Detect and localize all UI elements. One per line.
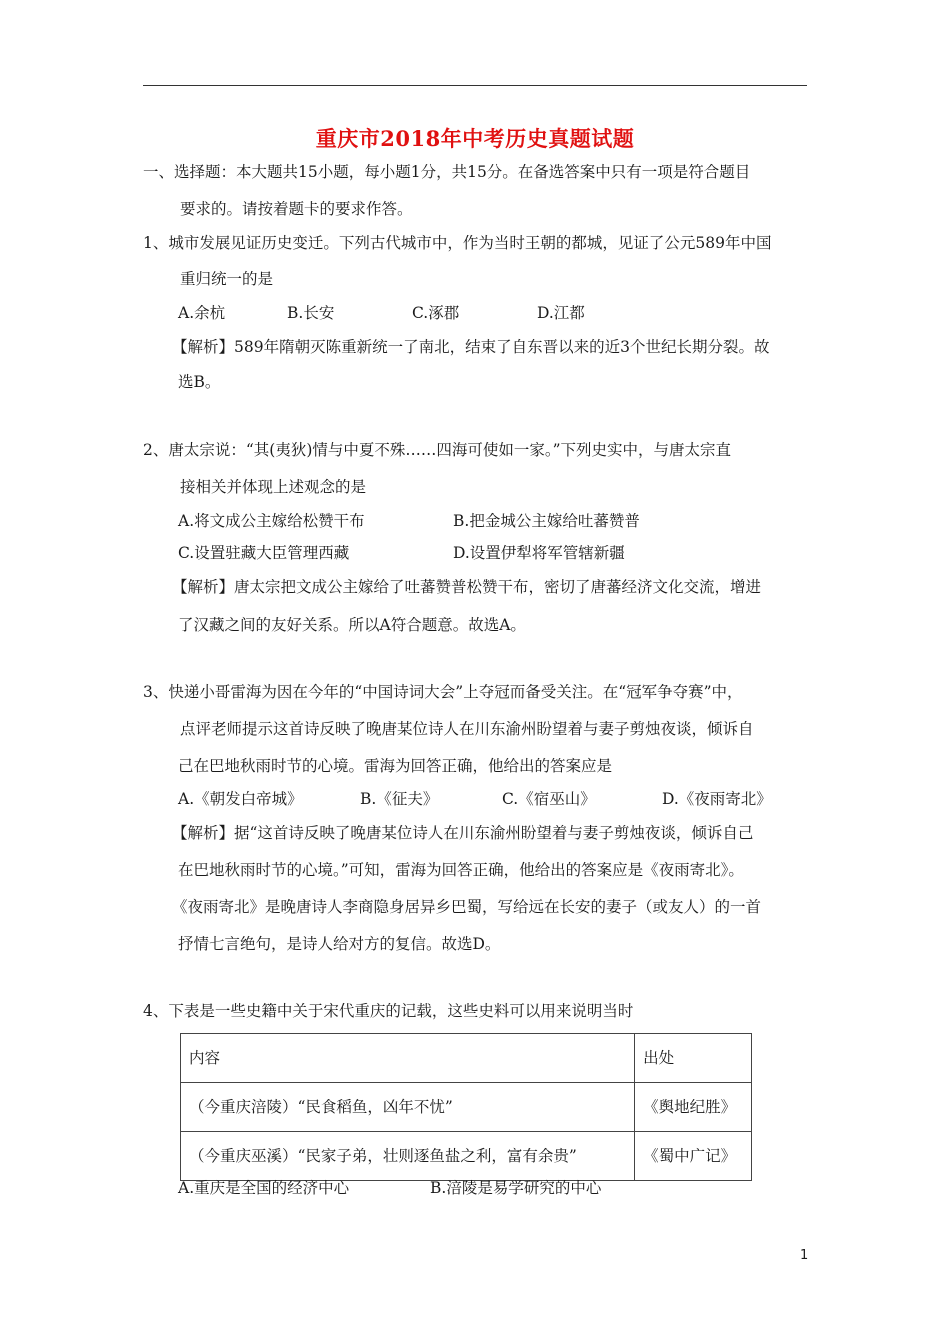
table-cell-content: （今重庆涪陵）“民食稻鱼，凶年不忧” (181, 1083, 635, 1132)
section-intro-line-2: 要求的。请按着题卡的要求作答。 (180, 200, 413, 218)
table-cell-source: 《蜀中广记》 (635, 1132, 752, 1181)
q3-option-d: D.《夜雨寄北》 (662, 790, 772, 808)
q3-option-c: C.《宿巫山》 (502, 790, 596, 808)
q2-option-b: B.把金城公主嫁给吐蕃赞普 (453, 512, 640, 530)
q1-stem-line-2: 重归统一的是 (180, 270, 274, 288)
q1-option-a: A.余杭 (178, 304, 226, 322)
table-header-source: 出处 (635, 1034, 752, 1083)
header-rule (143, 85, 807, 86)
q2-option-a: A.将文成公主嫁给松赞干布 (178, 512, 365, 530)
q3-analysis-line-4: 抒情七言绝句，是诗人给对方的复信。故选D。 (178, 935, 501, 953)
table-cell-source: 《舆地纪胜》 (635, 1083, 752, 1132)
q3-analysis-line-2: 在巴地秋雨时节的心境。”可知，雷海为回答正确，他给出的答案应是《夜雨寄北》。 (178, 861, 744, 879)
q1-stem-line-1: 1、城市发展见证历史变迁。下列古代城市中，作为当时王朝的都城，见证了公元589年中国 (143, 234, 772, 252)
q1-option-d: D.江都 (537, 304, 585, 322)
q2-analysis-line-2: 了汉藏之间的友好关系。所以A符合题意。故选A。 (178, 616, 526, 634)
table-header-content: 内容 (181, 1034, 635, 1083)
q3-analysis-line-3: 《夜雨寄北》是晚唐诗人李商隐身居异乡巴蜀，写给远在长安的妻子（或友人）的一首 (172, 898, 762, 916)
q4-option-b: B.涪陵是易学研究的中心 (430, 1179, 602, 1197)
table-row (181, 1083, 752, 1132)
table-cell-content: （今重庆巫溪）“民家子弟，壮则逐鱼盐之利，富有余贵” (181, 1132, 635, 1181)
table-header-row (181, 1034, 752, 1083)
page-title: 重庆市2018年中考历史真题试题 (315, 126, 635, 151)
q2-option-d: D.设置伊犁将军管辖新疆 (453, 544, 625, 562)
q1-analysis-line-2: 选B。 (178, 373, 221, 391)
q2-stem-line-2: 接相关并体现上述观念的是 (180, 478, 367, 496)
q3-stem-line-1: 3、快递小哥雷海为因在今年的“中国诗词大会”上夺冠而备受关注。在“冠军争夺赛”中， (143, 683, 743, 701)
q1-option-c: C.涿郡 (412, 304, 460, 322)
page-number: 1 (800, 1248, 809, 1263)
q2-option-c: C.设置驻藏大臣管理西藏 (178, 544, 350, 562)
q4-option-a: A.重庆是全国的经济中心 (178, 1179, 350, 1197)
q4-stem-line-1: 4、下表是一些史籍中关于宋代重庆的记载，这些史料可以用来说明当时 (143, 1002, 634, 1020)
q3-stem-line-3: 己在巴地秋雨时节的心境。雷海为回答正确，他给出的答案应是 (178, 757, 613, 775)
q3-analysis-line-1: 【解析】据“这首诗反映了晚唐某位诗人在川东渝州盼望着与妻子剪烛夜谈，倾诉自己 (172, 824, 754, 842)
q2-analysis-line-1: 【解析】唐太宗把文成公主嫁给了吐蕃赞普松赞干布，密切了唐蕃经济文化交流，增进 (172, 578, 762, 596)
q3-stem-line-2: 点评老师提示这首诗反映了晚唐某位诗人在川东渝州盼望着与妻子剪烛夜谈，倾诉自 (180, 720, 754, 738)
source-table (180, 1033, 752, 1181)
q2-stem-line-1: 2、唐太宗说：“其(夷狄)情与中夏不殊……四海可使如一家。”下列史实中，与唐太宗直 (143, 441, 732, 459)
q3-option-b: B.《征夫》 (360, 790, 439, 808)
section-intro-line-1: 一、选择题：本大题共15小题，每小题1分，共15分。在备选答案中只有一项是符合题目 (143, 163, 751, 181)
q1-analysis-line-1: 【解析】589年隋朝灭陈重新统一了南北，结束了自东晋以来的近3个世纪长期分裂。故 (172, 338, 770, 356)
q1-option-b: B.长安 (287, 304, 335, 322)
table-row (181, 1132, 752, 1181)
q3-option-a: A.《朝发白帝城》 (178, 790, 303, 808)
